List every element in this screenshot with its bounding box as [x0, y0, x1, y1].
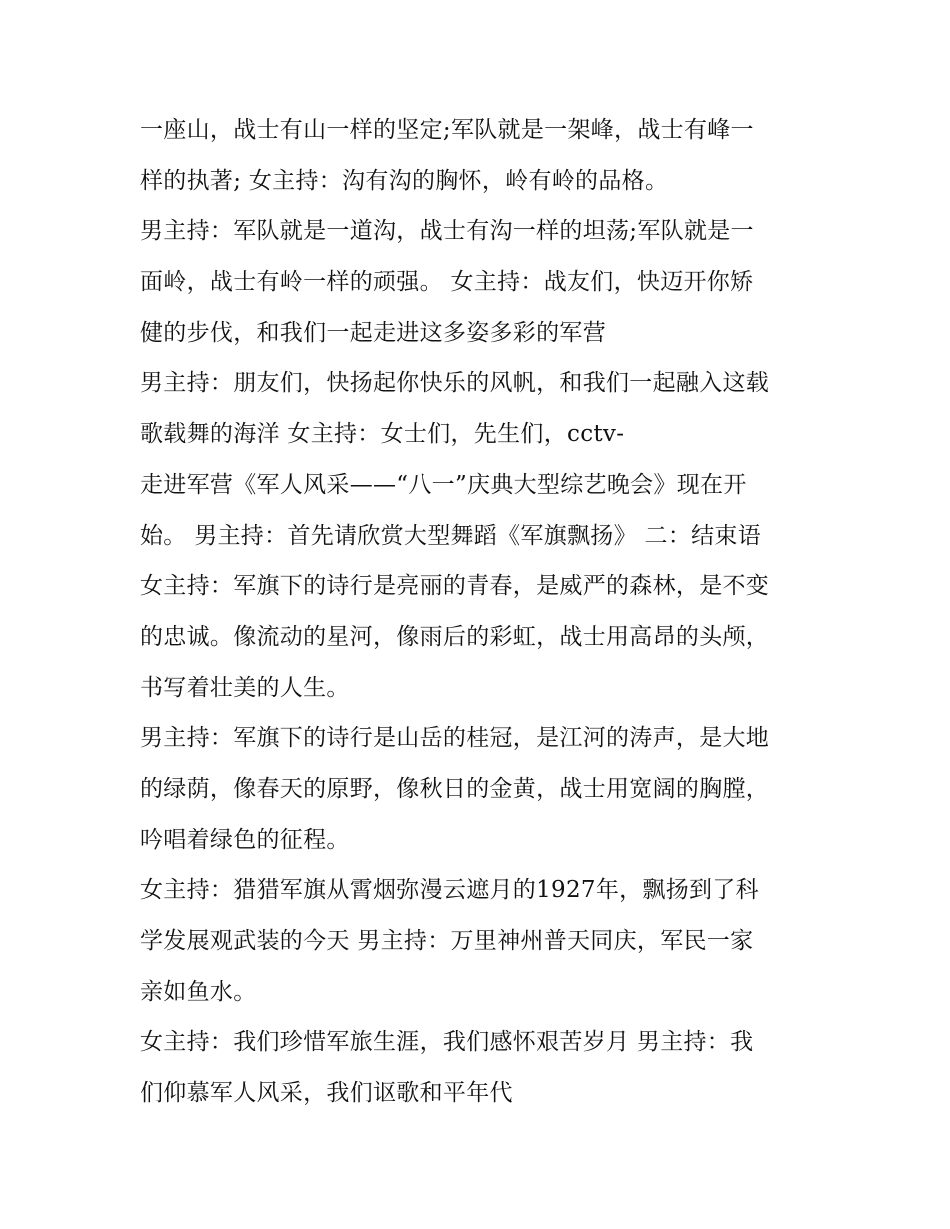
document-body [140, 105, 820, 1119]
text-line: 女主持：军旗下的诗行是亮丽的青春，是威严的森林，是不变 [140, 573, 770, 600]
text-line: 歌载舞的海洋 女主持：女士们，先生们，cctv- [140, 421, 625, 448]
text-line: 一座山，战士有山一样的坚定;军队就是一架峰，战士有峰一 [140, 117, 754, 143]
text-line: 男主持：朋友们，快扬起你快乐的风帆，和我们一起融入这载 [140, 370, 770, 397]
text-line: 走进军营《军人风采——“八一”庆典大型综艺晚会》现在开 [140, 471, 747, 498]
text-line: 女主持：我们珍惜军旅生涯，我们感怀艰苦岁月 男主持：我 [140, 1029, 754, 1056]
text-line: 吟唱着绿色的征程。 [140, 826, 350, 853]
text-line: 的绿荫，像春天的原野，像秋日的金黄，战士用宽阔的胸膛， [140, 775, 770, 802]
text-line: 们仰慕军人风采，我们讴歌和平年代 [140, 1080, 513, 1107]
text-line: 男主持：军队就是一道沟，战士有沟一样的坦荡;军队就是一 [140, 218, 754, 245]
text-line: 健的步伐，和我们一起走进这多姿多彩的军营 [140, 319, 606, 346]
text-line: 女主持：猎猎军旗从霄烟弥漫云遮月的1927年，飘扬到了科 [140, 877, 759, 904]
text-line: 面岭，战士有岭一样的顽强。 女主持：战友们，快迈开你矫 [140, 269, 754, 296]
text-line: 学发展观武装的今天 男主持：万里神州普天同庆，军民一家 [140, 928, 754, 954]
text-line: 的忠诚。像流动的星河，像雨后的彩虹，战士用高昂的头颅， [140, 623, 770, 650]
text-line: 男主持：军旗下的诗行是山岳的桂冠，是江河的涛声，是大地 [140, 725, 770, 752]
text-line: 始。 男主持：首先请欣赏大型舞蹈《军旗飘扬》 二：结束语 [140, 522, 762, 549]
text-line: 书写着壮美的人生。 [140, 674, 350, 701]
text-line: 样的执著; 女主持：沟有沟的胸怀，岭有岭的品格。 [140, 167, 669, 194]
text-line: 亲如鱼水。 [140, 978, 257, 1005]
